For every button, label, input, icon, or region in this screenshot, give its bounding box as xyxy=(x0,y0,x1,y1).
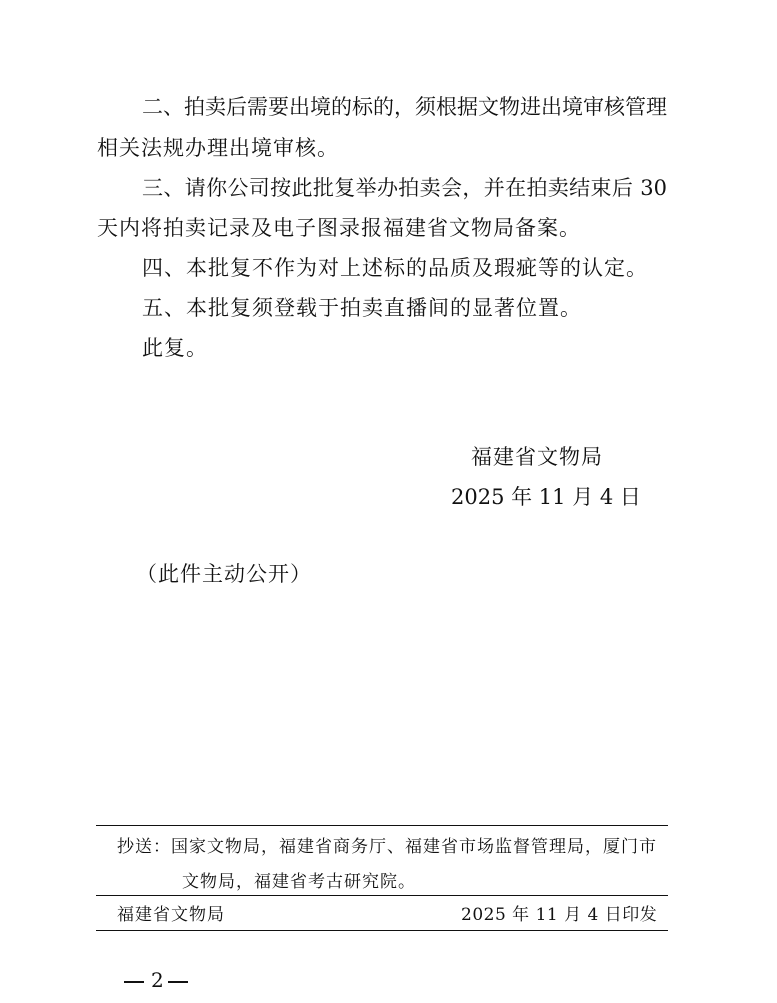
page-number: 2 xyxy=(151,968,164,992)
footer-top-rule xyxy=(96,825,668,826)
item-2-line-2: 相关法规办理出境审核。 xyxy=(97,136,339,160)
item-4: 四、本批复不作为对上述标的品质及瑕疵等的认定。 xyxy=(142,256,648,280)
closing-text: 此复。 xyxy=(142,336,208,360)
disclosure-note: （此件主动公开） xyxy=(136,562,312,586)
signature-date: 2025 年 11 月 4 日 xyxy=(451,485,641,509)
cc-line-2: 文物局，福建省考古研究院。 xyxy=(182,872,416,892)
footer-print-date: 2025 年 11 月 4 日印发 xyxy=(461,905,658,925)
footer-bottom-rule xyxy=(96,930,668,931)
page-number-dash-right xyxy=(168,981,188,983)
footer-middle-rule xyxy=(96,895,668,896)
cc-line-1: 抄送：国家文物局，福建省商务厅、福建省市场监督管理局，厦门市 xyxy=(117,837,657,857)
page-number-dash-left xyxy=(124,981,144,983)
item-3-line-1: 三、请你公司按此批复举办拍卖会，并在拍卖结束后 30 xyxy=(142,176,667,200)
footer-office: 福建省文物局 xyxy=(117,905,225,925)
item-2-line-1: 二、拍卖后需要出境的标的，须根据文物进出境审核管理 xyxy=(142,95,667,119)
item-5: 五、本批复须登载于拍卖直播间的显著位置。 xyxy=(142,296,582,320)
item-3-line-2: 天内将拍卖记录及电子图录报福建省文物局备案。 xyxy=(97,216,581,240)
signature-issuer: 福建省文物局 xyxy=(471,445,603,469)
